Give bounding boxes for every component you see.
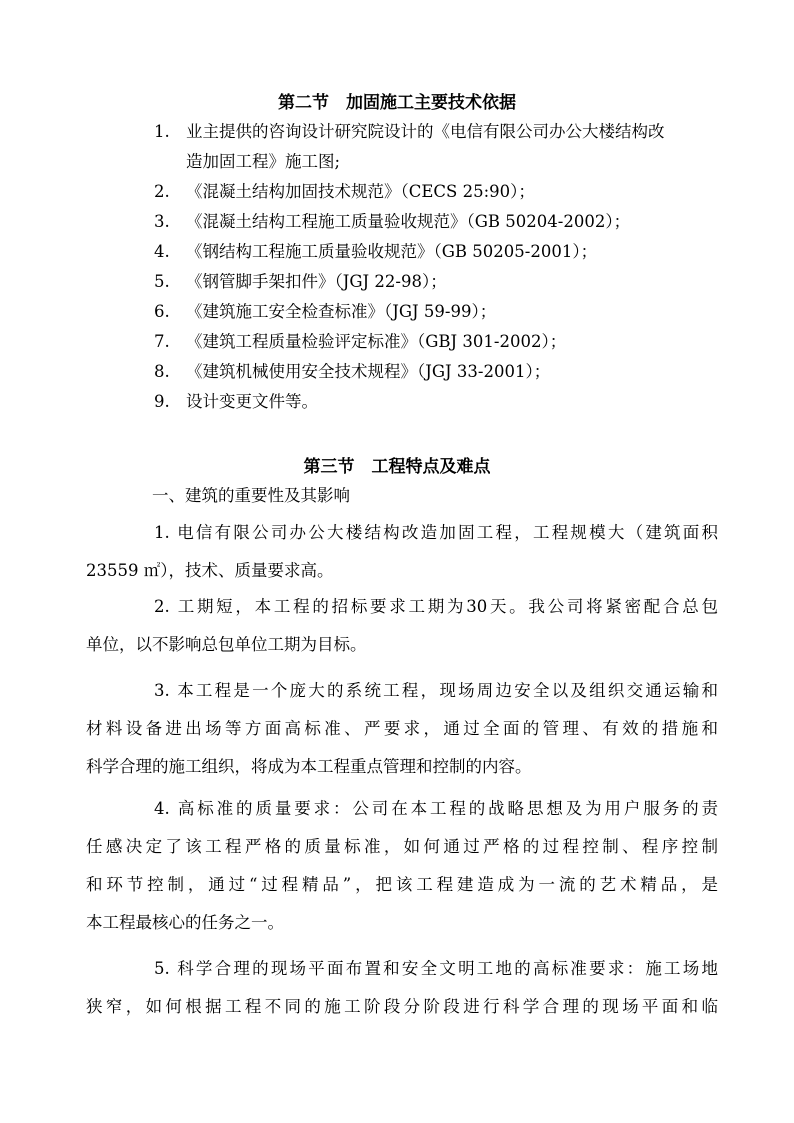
list-item: 9. 设计变更文件等。 [154, 392, 318, 411]
list-item: 8. 《建筑机械使用安全技术规程》（JGJ 33-2001）； [154, 362, 551, 381]
list-item: 4. 《钢结构工程施工质量验收规范》（GB 50205-2001）； [154, 242, 598, 261]
list-item: 3. 《混凝土结构工程施工质量验收规范》（GB 50204-2002）； [154, 212, 631, 231]
list-item: 6. 《建筑施工安全检查标准》（JGJ 59-99）； [154, 302, 497, 321]
list-item: 5. 《钢管脚手架扣件》（JGJ 22-98）； [154, 272, 447, 291]
list-item: 7. 《建筑工程质量检验评定标准》（GBJ 301-2002）； [154, 332, 567, 351]
section-3-subheading: 一、建筑的重要性及其影响 [152, 486, 350, 505]
section-2-heading: 第二节 加固施工主要技术依据 [278, 93, 516, 113]
paragraph: 4. 高标准的质量要求：公司在本工程的战略思想及为用户服务的责 任感决定了该工程严格的质量标准，如何通过严格的过程控制、程序控制 和环节控制，通过“过程精品”，把该工程建造成为一流的艺术精品，是 本工程最核心的任务之一。 [86, 799, 718, 932]
list-item: 1. 业主提供的咨询设计研究院设计的《电信有限公司办公大楼结构改 造加固工程》施工图; [154, 122, 665, 171]
paragraph: 1. 电信有限公司办公大楼结构改造加固工程，工程规模大（建筑面积 23559 ㎡），技术、质量要求高。 [86, 523, 718, 580]
section-3-heading: 第三节 工程特点及难点 [303, 457, 491, 477]
paragraph: 3. 本工程是一个庞大的系统工程，现场周边安全以及组织交通运输和 材料设备进出场等方面高标准、严要求，通过全面的管理、有效的措施和 科学合理的施工组织，将成为本工程重点管理和控制的内容。 [86, 681, 718, 776]
list-item: 2. 《混凝土结构加固技术规范》（CECS 25:90）； [154, 182, 535, 201]
paragraph: 2. 工期短，本工程的招标要求工期为30天。我公司将紧密配合总包 单位，以不影响总包单位工期为目标。 [86, 597, 718, 654]
paragraph: 5. 科学合理的现场平面布置和安全文明工地的高标准要求：施工场地 狭窄，如何根据工程不同的施工阶段分阶段进行科学合理的现场平面和临 [86, 959, 718, 1016]
